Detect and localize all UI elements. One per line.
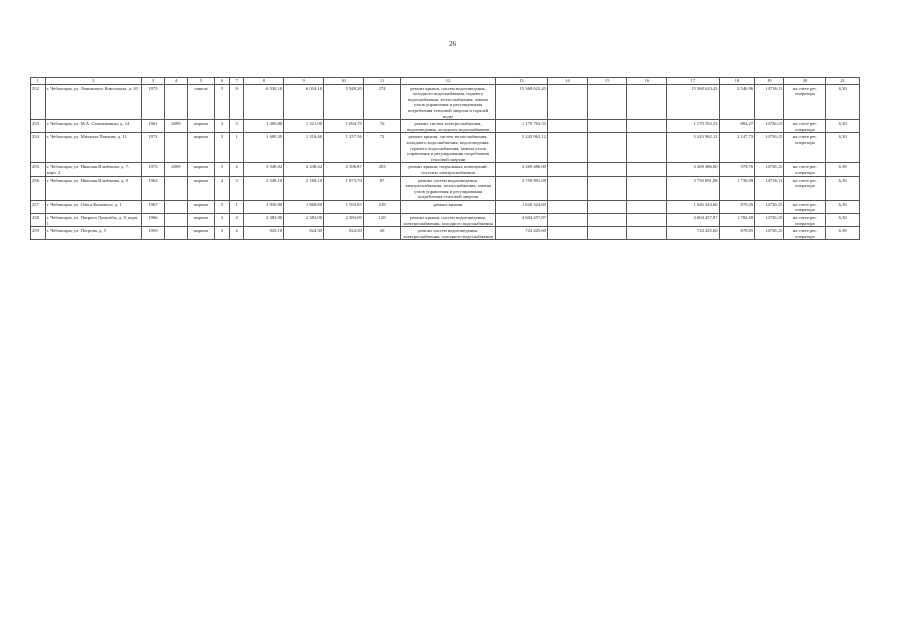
cell-planned-year-col: 6,30 xyxy=(826,214,860,227)
cell-residential-area: 1 094,79 xyxy=(323,120,363,133)
cell-total-area: 920,10 xyxy=(244,227,284,240)
cell-owner-funds: 1 170 763,53 xyxy=(667,120,719,133)
cell-federal-funds xyxy=(547,120,587,133)
cell-row-number: 256 xyxy=(31,176,46,200)
cell-fund-method: на счете рег. оператора xyxy=(784,120,826,133)
cell-owner-funds: 15 368 623,43 xyxy=(667,84,719,120)
cell-cost-limit: 14736,11 xyxy=(755,176,784,200)
cell-planned-year-col: 6,30 xyxy=(826,163,860,176)
column-number-10: 10 xyxy=(323,78,363,85)
column-number-18: 18 xyxy=(719,78,755,85)
cell-total-area: 1 930,80 xyxy=(244,200,284,213)
cell-address: г. Чебоксары, ул. Петрова, д. 5 xyxy=(45,227,141,240)
cell-total-cost: 1 170 763,53 xyxy=(495,120,547,133)
column-number-14: 14 xyxy=(547,78,587,85)
cell-wall-material: кирпич xyxy=(187,120,214,133)
table-row xyxy=(31,176,860,200)
table-row xyxy=(31,120,860,133)
register-table xyxy=(30,77,860,240)
cell-cost-limit: 14736,15 xyxy=(755,200,784,213)
column-number-row xyxy=(31,78,860,85)
cell-floors: 4 xyxy=(215,176,230,200)
cell-regional-funds xyxy=(587,214,627,227)
cell-residents: 87 xyxy=(363,176,401,200)
cell-address: г. Чебоксары, ул. Николая Ильбекова, д. 9 xyxy=(45,176,141,200)
cell-residents: 218 xyxy=(363,200,401,213)
column-number-13: 13 xyxy=(495,78,547,85)
cell-planned-year-col: 6,30 xyxy=(826,133,860,163)
cell-total-area: 3 548,02 xyxy=(244,163,284,176)
table-row xyxy=(31,133,860,163)
cell-living-area: 1 321,90 xyxy=(284,120,324,133)
cell-year-built: 1973 xyxy=(141,84,164,120)
cell-unit-cost: 1 730,09 xyxy=(719,176,755,200)
table-row xyxy=(31,200,860,213)
cell-unit-cost: 2 147,73 xyxy=(719,133,755,163)
cell-municipal-funds xyxy=(627,214,667,227)
column-number-11: 11 xyxy=(363,78,401,85)
cell-year-built: 1959 xyxy=(141,227,164,240)
cell-total-area: 6 530,10 xyxy=(244,84,284,120)
cell-fund-method: на счете рег. оператора xyxy=(784,200,826,213)
cell-regional-funds xyxy=(587,176,627,200)
cell-entrances: 2 xyxy=(229,227,244,240)
cell-floors: 5 xyxy=(215,163,230,176)
cell-entrances: 3 xyxy=(229,176,244,200)
cell-floors: 3 xyxy=(215,227,230,240)
cell-owner-funds: 724 425,60 xyxy=(667,227,719,240)
table-row xyxy=(31,214,860,227)
cell-municipal-funds xyxy=(627,84,667,120)
cell-total-area: 2 383,00 xyxy=(244,214,284,227)
cell-owner-funds: 1 626 324,60 xyxy=(667,200,719,213)
cell-year-renovated xyxy=(164,133,187,163)
cell-owner-funds: 3 750 891,08 xyxy=(667,176,719,200)
cell-total-cost: 3 750 891,08 xyxy=(495,176,547,200)
cell-total-cost: 724 425,60 xyxy=(495,227,547,240)
cell-municipal-funds xyxy=(627,133,667,163)
cell-entrances: 2 xyxy=(229,163,244,176)
cell-living-area: 2 383,00 xyxy=(284,214,324,227)
cell-residential-area: 1 873,70 xyxy=(323,176,363,200)
cell-wall-material: кирпич xyxy=(187,176,214,200)
cell-row-number: 252 xyxy=(31,84,46,120)
cell-year-built: 1961 xyxy=(141,120,164,133)
table-row xyxy=(31,163,860,176)
cell-residents: 20 xyxy=(363,227,401,240)
cell-planned-year-col: 6,30 xyxy=(826,200,860,213)
cell-address: г. Чебоксары, ул. М.А. Сапаликовны, д. 14 xyxy=(45,120,141,133)
cell-year-built: 1962 xyxy=(141,176,164,200)
table-row xyxy=(31,84,860,120)
cell-total-area: 1 680,39 xyxy=(244,133,284,163)
cell-owner-funds: 3 269 486,00 xyxy=(667,163,719,176)
cell-residents: 274 xyxy=(363,84,401,120)
cell-planned-year-col: 6,30 xyxy=(826,120,860,133)
cell-federal-funds xyxy=(547,133,587,163)
column-number-16: 16 xyxy=(627,78,667,85)
cell-work-types: ремонт крыши xyxy=(401,200,495,213)
cell-total-cost: 1 626 324,60 xyxy=(495,200,547,213)
cell-work-types: ремонт крыши, систем водоотведения, электроснабжения, холодного водоснабжения xyxy=(401,214,495,227)
cell-address: г. Чебоксары, ул. Олега Кошевого, д. 1 xyxy=(45,200,141,213)
cell-cost-limit: 14736,11 xyxy=(755,84,784,120)
cell-federal-funds xyxy=(547,227,587,240)
cell-residents: 128 xyxy=(363,214,401,227)
column-number-8: 8 xyxy=(244,78,284,85)
cell-work-types: ремонт систем водоотведения, электроснабжения, теплоснабжения, замена узлов управления и регулирования потребления тепловой энергии xyxy=(401,176,495,200)
cell-residents: 203 xyxy=(363,163,401,176)
cell-residential-area: 1 593,85 xyxy=(323,200,363,213)
cell-floors: 3 xyxy=(215,133,230,163)
column-number-20: 20 xyxy=(784,78,826,85)
cell-entrances: 1 xyxy=(229,133,244,163)
cell-unit-cost: 2 546,96 xyxy=(719,84,755,120)
cell-floors: 3 xyxy=(215,120,230,133)
cell-regional-funds xyxy=(587,163,627,176)
cell-year-built: 1967 xyxy=(141,200,164,213)
cell-unit-cost: 878,85 xyxy=(719,227,755,240)
cell-federal-funds xyxy=(547,163,587,176)
column-number-12: 12 xyxy=(401,78,495,85)
cell-cost-limit: 14736,15 xyxy=(755,133,784,163)
cell-year-renovated xyxy=(164,176,187,200)
cell-work-types: ремонт систем электроснабжения, водоотведения, холодного водоснабжения xyxy=(401,120,495,133)
cell-year-built: 1973 xyxy=(141,163,164,176)
cell-unit-cost: 979,76 xyxy=(719,163,755,176)
cell-living-area: 824,30 xyxy=(284,227,324,240)
column-number-3: 3 xyxy=(141,78,164,85)
column-number-7: 7 xyxy=(229,78,244,85)
cell-regional-funds xyxy=(587,200,627,213)
cell-regional-funds xyxy=(587,120,627,133)
cell-year-built: 1966 xyxy=(141,214,164,227)
column-number-2: 2 xyxy=(45,78,141,85)
cell-fund-method: на счете рег. оператора xyxy=(784,214,826,227)
column-number-19: 19 xyxy=(755,78,784,85)
cell-row-number: 259 xyxy=(31,227,46,240)
cell-owner-funds: 4 604 457,87 xyxy=(667,214,719,227)
cell-unit-cost: 884,27 xyxy=(719,120,755,133)
column-number-9: 9 xyxy=(284,78,324,85)
cell-year-built: 1972 xyxy=(141,133,164,163)
cell-residential-area: 2 383,00 xyxy=(323,214,363,227)
cell-year-renovated xyxy=(164,227,187,240)
cell-entrances: 3 xyxy=(229,120,244,133)
cell-floors: 3 xyxy=(215,214,230,227)
cell-address: г. Чебоксары, ул. Патриса Лумумбы, д. 8, корп. 1 xyxy=(45,214,141,227)
cell-federal-funds xyxy=(547,84,587,120)
cell-work-types: ремонт крыши, подвальных помещений, системы электроснабжения xyxy=(401,163,495,176)
cell-year-renovated: 2009 xyxy=(164,120,187,133)
cell-municipal-funds xyxy=(627,120,667,133)
cell-residential-area: 2 396,87 xyxy=(323,163,363,176)
column-number-17: 17 xyxy=(667,78,719,85)
cell-living-area: 2 169,10 xyxy=(284,176,324,200)
cell-cost-limit: 14736,15 xyxy=(755,163,784,176)
cell-residential-area: 1 257,36 xyxy=(323,133,363,163)
cell-fund-method: на счете рег. оператора xyxy=(784,176,826,200)
cell-row-number: 258 xyxy=(31,214,46,227)
cell-total-area: 2 548,10 xyxy=(244,176,284,200)
cell-total-cost: 4 604 457,87 xyxy=(495,214,547,227)
cell-cost-limit: 14736,15 xyxy=(755,227,784,240)
cell-wall-material: кирпич xyxy=(187,200,214,213)
cell-wall-material: панель xyxy=(187,84,214,120)
cell-entrances: 8 xyxy=(229,84,244,120)
column-number-6: 6 xyxy=(215,78,230,85)
cell-work-types: ремонт систем водоотведения, электроснабжения, холодного водоснабжения xyxy=(401,227,495,240)
cell-living-area: 1 868,80 xyxy=(284,200,324,213)
cell-wall-material: кирпич xyxy=(187,227,214,240)
column-number-4: 4 xyxy=(164,78,187,85)
page-number: 26 xyxy=(449,40,456,48)
cell-entrances: 1 xyxy=(229,200,244,213)
cell-living-area: 3 238,42 xyxy=(284,163,324,176)
cell-work-types: ремонт крыши, систем теплоснабжения, холодного водоснабжения, водоотведения, горячего водоснабжения, замена узлов управления и регулирования потребления тепловой энергии xyxy=(401,133,495,163)
cell-municipal-funds xyxy=(627,176,667,200)
cell-federal-funds xyxy=(547,200,587,213)
cell-federal-funds xyxy=(547,176,587,200)
cell-regional-funds xyxy=(587,227,627,240)
cell-planned-year-col: 6,30 xyxy=(826,176,860,200)
cell-total-cost: 3 269 486,00 xyxy=(495,163,547,176)
cell-living-area: 1 316,40 xyxy=(284,133,324,163)
cell-row-number: 257 xyxy=(31,200,46,213)
cell-row-number: 255 xyxy=(31,163,46,176)
cell-cost-limit: 14736,15 xyxy=(755,214,784,227)
cell-year-renovated: 2009 xyxy=(164,163,187,176)
cell-wall-material: кирпич xyxy=(187,214,214,227)
cell-residents: 72 xyxy=(363,133,401,163)
cell-residential-area: 824,30 xyxy=(323,227,363,240)
cell-municipal-funds xyxy=(627,227,667,240)
cell-floors: 5 xyxy=(215,84,230,120)
cell-regional-funds xyxy=(587,133,627,163)
cell-total-cost: 5 243 962,12 xyxy=(495,133,547,163)
table-row xyxy=(31,227,860,240)
cell-total-cost: 15 368 623,43 xyxy=(495,84,547,120)
cell-address: г. Чебоксары, ул. Николая Ильбекова, д. 7, корп. 2 xyxy=(45,163,141,176)
cell-entrances: 4 xyxy=(229,214,244,227)
cell-floors: 5 xyxy=(215,200,230,213)
column-number-1: 1 xyxy=(31,78,46,85)
cell-living-area: 6 034,10 xyxy=(284,84,324,120)
cell-year-renovated xyxy=(164,84,187,120)
cell-residents: 76 xyxy=(363,120,401,133)
cell-municipal-funds xyxy=(627,163,667,176)
cell-year-renovated xyxy=(164,214,187,227)
column-number-21: 21 xyxy=(826,78,860,85)
cell-federal-funds xyxy=(547,214,587,227)
cell-row-number: 254 xyxy=(31,133,46,163)
cell-planned-year-col: 6,30 xyxy=(826,227,860,240)
column-number-15: 15 xyxy=(587,78,627,85)
cell-unit-cost: 870,26 xyxy=(719,200,755,213)
cell-planned-year-col: 6,30 xyxy=(826,84,860,120)
cell-total-area: 1 406,80 xyxy=(244,120,284,133)
cell-row-number: 253 xyxy=(31,120,46,133)
cell-unit-cost: 1 782,69 xyxy=(719,214,755,227)
cell-wall-material: кирпич xyxy=(187,133,214,163)
cell-fund-method: на счете рег. оператора xyxy=(784,163,826,176)
cell-work-types: ремонт крыши, систем водоотведения, холодного водоснабжения, горячего водоснабжения, теплоснабжения, замена узлов управления и регулирования потребления тепловой энергии и горячей воды xyxy=(401,84,495,120)
cell-fund-method: на счете рег. оператора xyxy=(784,227,826,240)
cell-year-renovated xyxy=(164,200,187,213)
cell-fund-method: на счете рег. оператора xyxy=(784,133,826,163)
cell-residential-area: 5 949,20 xyxy=(323,84,363,120)
cell-address: г. Чебоксары, ул. Ленинского Комсомола, д. 20 xyxy=(45,84,141,120)
column-number-5: 5 xyxy=(187,78,214,85)
cell-owner-funds: 5 243 962,12 xyxy=(667,133,719,163)
cell-municipal-funds xyxy=(627,200,667,213)
cell-cost-limit: 14736,15 xyxy=(755,120,784,133)
cell-fund-method: на счете рег. оператора xyxy=(784,84,826,120)
cell-address: г. Чебоксары, ул. Михаила Павлова, д. 11 xyxy=(45,133,141,163)
cell-wall-material: кирпич xyxy=(187,163,214,176)
cell-regional-funds xyxy=(587,84,627,120)
